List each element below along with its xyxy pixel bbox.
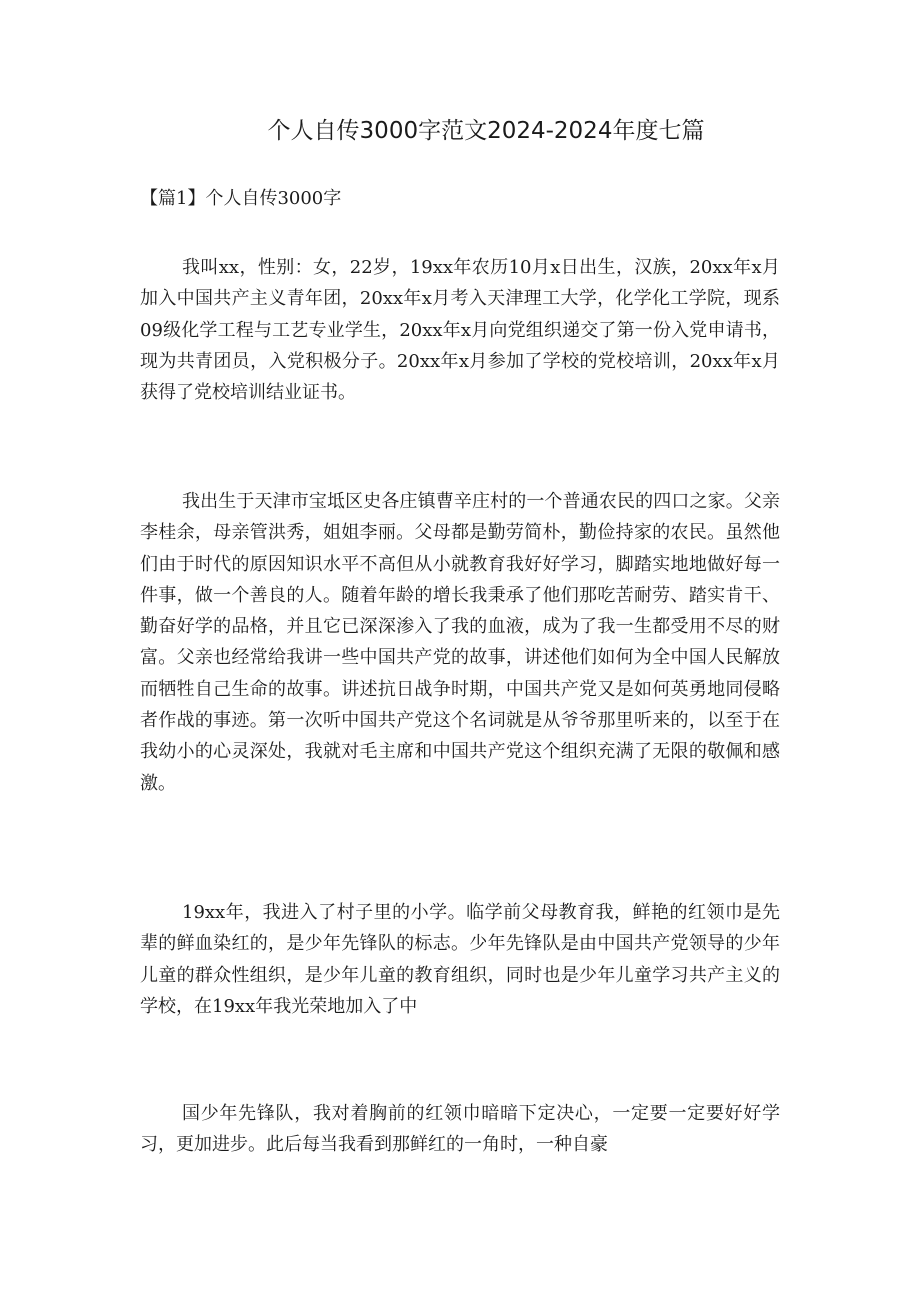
paragraph-2: 我出生于天津市宝坻区史各庄镇曹辛庄村的一个普通农民的四口之家。父亲李桂余，母亲管洪秀，姐姐李丽。父母都是勤劳简朴，勤俭持家的农民。虽然他们由于时代的原因知识水平不高但从小就教育我好好学习，脚踏实地地做好每一件事，做一个善良的人。随着年龄的增长我秉承了他们那吃苦耐劳、踏实肯干、勤奋好学的品格，并且它已深深渗入了我的血液，成为了我一生都受用不尽的财富。父亲也经常给我讲一些中国共产党的故事，讲述他们如何为全中国人民解放而牺牲自己生命的故事。讲述抗日战争时期，中国共产党又是如何英勇地同侵略者作战的事迹。第一次听中国共产党这个名词就是从爷爷那里听来的，以至于在我幼小的心灵深处，我就对毛主席和中国共产党这个组织充满了无限的敬佩和感激。 xyxy=(140,491,780,794)
paragraph-4: 国少年先锋队，我对着胸前的红领巾暗暗下定决心，一定要一定要好好学习，更加进步。此后每当我看到那鲜红的一角时，一种自豪 xyxy=(140,1103,780,1156)
paragraph-1: 我叫xx，性别：女，22岁，19xx年农历10月x日出生，汉族，20xx年x月加入中国共产主义青年团，20xx年x月考入天津理工大学，化学化工学院，现系09级化学工程与工艺专业学生，20xx年x月向党组织递交了第一份入党申请书，现为共青团员，入党积极分子。20xx年x月参加了学校的党校培训，20xx年x月获得了党校培训结业证书。 xyxy=(140,257,780,404)
section-heading: 【篇1】个人自传3000字 xyxy=(140,188,342,209)
document-title: 个人自传3000字范文2024-2024年度七篇 xyxy=(267,118,705,144)
paragraph-3: 19xx年，我进入了村子里的小学。临学前父母教育我，鲜艳的红领巾是先辈的鲜血染红的，是少年先锋队的标志。少年先锋队是由中国共产党领导的少年儿童的群众性组织，是少年儿童的教育组织，同时也是少年儿童学习共产主义的学校，在19xx年我光荣地加入了中 xyxy=(140,902,780,1017)
